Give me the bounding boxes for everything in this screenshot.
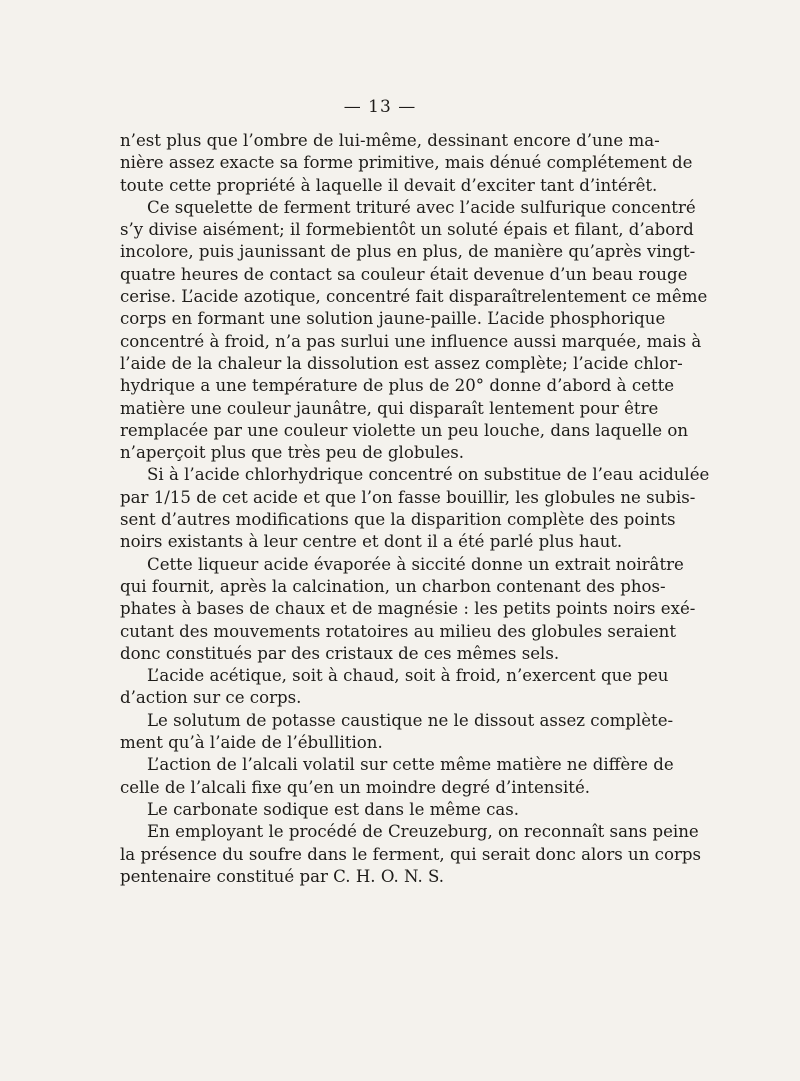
paragraph <box>120 710 674 755</box>
text-line: quatre heures de contact sa couleur était devenue d’un beau rouge <box>120 264 688 284</box>
paragraph <box>120 554 696 665</box>
text-line: phates à bases de chaux et de magnésie : les petits points noirs exé- <box>120 599 696 619</box>
paragraph <box>120 799 639 821</box>
text-line: cerise. L’acide azotique, concentré fait disparaîtrelentement ce même <box>120 287 708 307</box>
text-line: Si à l’acide chlorhydrique concentré on substitue de l’eau acidulée <box>147 465 710 485</box>
text-line: noirs existants à leur centre et dont il a été parlé plus haut. <box>120 532 623 552</box>
text-line: par 1/15 de cet acide et que l’on fasse bouillir, les globules ne subis- <box>120 487 696 507</box>
text-line: qui fournit, après la calcination, un charbon contenant des phos- <box>120 576 666 596</box>
text-line: remplacée par une couleur violette un peu louche, dans laquelle on <box>120 420 689 440</box>
text-line: concentré à froid, n’a pas surlui une influence aussi marquée, mais à <box>120 331 702 351</box>
text-line: d’action sur ce corps. <box>120 688 302 708</box>
text-line: En employant le procédé de Creuzeburg, on reconnaît sans peine <box>147 822 699 842</box>
text-line: l’aide de la chaleur la dissolution est assez complète; l’acide chlor- <box>120 353 683 373</box>
paragraph <box>120 754 674 799</box>
text-line: cutant des mouvements rotatoires au milieu des globules seraient <box>120 621 677 641</box>
paragraph <box>120 821 702 888</box>
text-line: incolore, puis jaunissant de plus en plus, de manière qu’après vingt- <box>120 242 696 262</box>
body-text <box>120 130 710 888</box>
page-number: — 13 — <box>343 97 417 117</box>
text-line: Cette liqueur acide évaporée à siccité donne un extrait noirâtre <box>147 554 684 574</box>
text-line: sent d’autres modifications que la disparition complète des points <box>120 510 676 530</box>
text-line: s’y divise aisément; il formebientôt un soluté épais et filant, d’abord <box>120 220 694 240</box>
text-line: Le solutum de potasse caustique ne le dissout assez complète- <box>147 710 674 730</box>
text-line: ment qu’à l’aide de l’ébullition. <box>120 733 383 753</box>
text-line: matière une couleur jaunâtre, qui disparaît lentement pour être <box>120 398 659 418</box>
paragraph <box>120 464 710 553</box>
text-line: n’est plus que l’ombre de lui-même, dessinant encore d’une ma- <box>120 131 660 150</box>
paragraph <box>120 197 708 465</box>
text-line: n’aperçoit plus que très peu de globules. <box>120 443 465 463</box>
text-line: hydrique a une température de plus de 20° donne d’abord à cette <box>120 376 675 396</box>
text-line: toute cette propriété à laquelle il devait d’exciter tant d’intérêt. <box>120 175 658 195</box>
text-line: la présence du soufre dans le ferment, qui serait donc alors un corps <box>120 844 702 864</box>
text-line: celle de l’alcali fixe qu’en un moindre degré d’intensité. <box>120 777 591 797</box>
text-line: nière assez exacte sa forme primitive, mais dénué complétement de <box>120 153 693 173</box>
text-line: pentenaire constitué par C. H. O. N. S. <box>120 866 445 886</box>
text-line: Le carbonate sodique est dans le même cas. <box>147 799 520 819</box>
paragraph <box>120 130 693 197</box>
text-line: L’acide acétique, soit à chaud, soit à froid, n’exercent que peu <box>147 666 669 686</box>
paragraph <box>120 665 669 710</box>
text-line: donc constitués par des cristaux de ces mêmes sels. <box>120 643 560 663</box>
text-line: L’action de l’alcali volatil sur cette même matière ne diffère de <box>147 755 674 775</box>
text-line: corps en formant une solution jaune-paille. L’acide phosphorique <box>120 309 666 329</box>
text-line: Ce squelette de ferment trituré avec l’acide sulfurique concentré <box>147 197 696 217</box>
